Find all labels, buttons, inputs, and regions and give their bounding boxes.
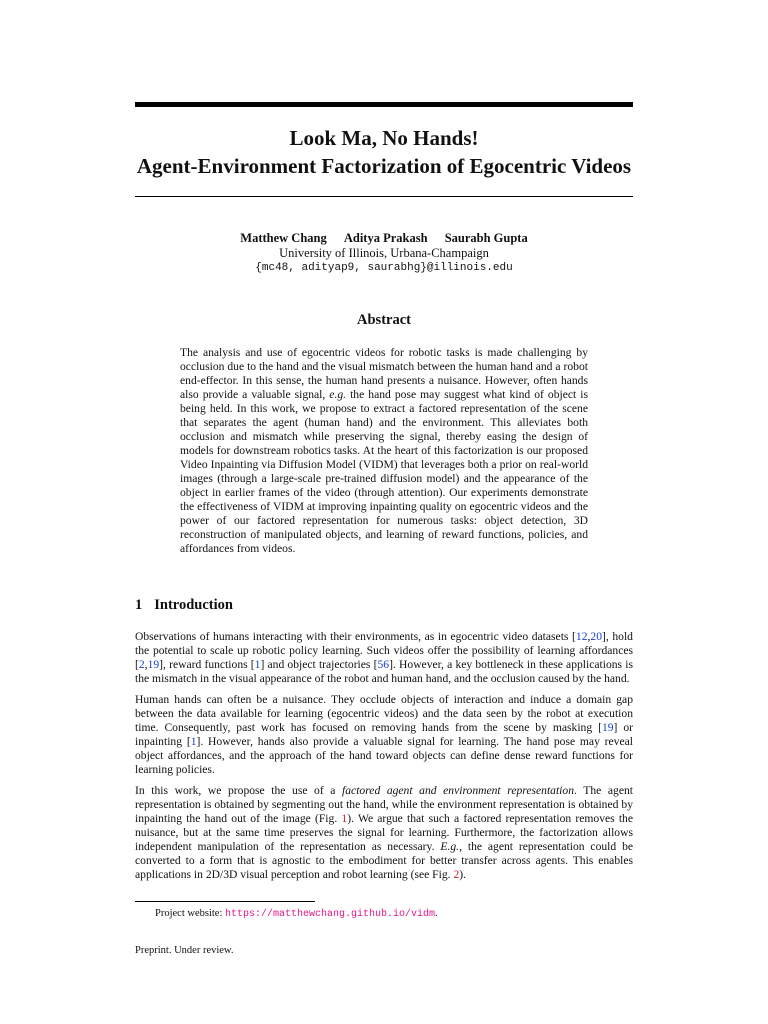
section-heading-introduction bbox=[135, 597, 233, 614]
emphasis-text: E.g. bbox=[440, 840, 460, 853]
footnote-end: . bbox=[435, 908, 438, 919]
abstract-text-part: The analysis and use of egocentric videos for robotic tasks is made challenging by occlusion due to the hand and the visual mismatch between the human hand and a robot end-effector. In this sense, the human hand presents a nuisance. However, often hands also provide a valuable signal, bbox=[180, 346, 588, 401]
paragraph-text: . The agent representation is obtained by segmenting out the hand, while the environment representation is obtained by inpainting the hand out of the image (Fig. bbox=[135, 784, 633, 825]
title-line-2: Agent-Environment Factorization of Egocentric Videos bbox=[136, 154, 632, 178]
paragraph-text: , bbox=[587, 630, 591, 643]
paragraph-text: In this work, we propose the use of a bbox=[135, 784, 343, 797]
citation-link[interactable]: 1 bbox=[254, 658, 261, 671]
abstract-heading: Abstract bbox=[357, 312, 411, 328]
paragraph-text: , the agent representation could be converted to a form that is agnostic to the embodiment for better transfer across agents. This enables applications in 2D/3D visual perception and robot learning (see Fig. bbox=[135, 840, 634, 881]
paper-title bbox=[135, 124, 633, 180]
paragraph-text: Human hands can often be a nuisance. They occlude objects of interaction and induce a domain gap between the data available for learning (egocentric videos) and the data seen by the robot at execution time. Consequently, past work has focused on removing hands from the scene by masking [ bbox=[135, 693, 633, 734]
figure-reference-link[interactable]: 2 bbox=[453, 868, 460, 881]
paragraph-text: ). We argue that such a factored representation removes the nuisance, but at the same time preserves the signal for learning. Furthermore, the factorization allows independent manipulation of the representation as necessary. bbox=[135, 812, 633, 853]
citation-link[interactable]: 1 bbox=[190, 735, 197, 748]
paragraph-text: Observations of humans interacting with their environments, as in egocentric video datasets [ bbox=[135, 630, 576, 643]
project-website-link[interactable]: https://matthewchang.github.io/vidm bbox=[224, 909, 436, 920]
section-number: 1 bbox=[135, 597, 143, 613]
author-name: Aditya Prakash bbox=[343, 231, 428, 245]
intro-paragraph-1 bbox=[135, 630, 633, 686]
paragraph-text: ]. However, hands also provide a valuable signal for learning. The hand pose may reveal object affordances, and the approach of the hand toward objects can define dense reward functions for learning policies. bbox=[135, 735, 633, 776]
citation-link[interactable]: 19 bbox=[601, 721, 614, 734]
author-emails: {mc48, adityap9, saurabhg}@illinois.edu bbox=[255, 262, 513, 274]
author-block bbox=[135, 231, 633, 276]
title-line-1: Look Ma, No Hands! bbox=[289, 126, 479, 150]
figure-reference-link[interactable]: 1 bbox=[341, 812, 348, 825]
author-name: Matthew Chang bbox=[240, 231, 327, 245]
abstract-text-part: the hand pose may suggest what kind of object is being held. In this work, we propose to extract a factored representation of the scene that separates the agent (human hand) and the environment. This alleviates both occlusion and mismatch while preserving the signal, thereby easing the design of models for downstream robotics tasks. At the heart of this factorization is our proposed Video Inpainting via Diffusion Model (VIDM) that leverages both a prior on real-world images (through a large-scale pre-trained diffusion model) and the appearance of the object in earlier frames of the video (through attention). Our experiments demonstrate the effectiveness of VIDM at improving inpainting quality on egocentric videos and the power of our factored representation for numerous tasks: object detection, 3D reconstruction of manipulated objects, and learning of reward functions, policies, and affordances from videos. bbox=[180, 388, 588, 555]
paragraph-text: ). bbox=[459, 868, 466, 881]
paragraph-text: ] or inpainting [ bbox=[135, 721, 633, 748]
citation-link[interactable]: 56 bbox=[377, 658, 390, 671]
emphasis-text: factored agent and environment representation bbox=[342, 784, 574, 797]
intro-paragraph-2 bbox=[135, 693, 633, 777]
introduction-body bbox=[135, 630, 633, 889]
abstract-text bbox=[180, 346, 588, 556]
citation-link[interactable]: 19 bbox=[147, 658, 160, 671]
paragraph-text: ], reward functions [ bbox=[159, 658, 255, 671]
paragraph-text: ], hold the potential to scale up robotic policy learning. Such videos offer the possibility of learning affordances [ bbox=[135, 630, 633, 671]
footnote-label: Project website: bbox=[155, 908, 225, 919]
citation-link[interactable]: 2 bbox=[138, 658, 145, 671]
intro-paragraph-3 bbox=[135, 784, 633, 882]
author-names bbox=[135, 231, 633, 246]
title-bottom-rule bbox=[135, 196, 633, 197]
title-top-rule bbox=[135, 102, 633, 107]
preprint-notice: Preprint. Under review. bbox=[135, 945, 234, 956]
author-name: Saurabh Gupta bbox=[444, 231, 528, 245]
paragraph-text: , bbox=[144, 658, 148, 671]
citation-link[interactable]: 12 bbox=[575, 630, 588, 643]
footnote bbox=[155, 907, 438, 921]
author-affiliation: University of Illinois, Urbana-Champaign bbox=[279, 246, 489, 260]
citation-link[interactable]: 20 bbox=[590, 630, 602, 643]
abstract-eg: e.g. bbox=[329, 388, 347, 401]
paragraph-text: ] and object trajectories [ bbox=[260, 658, 378, 671]
section-title: Introduction bbox=[154, 597, 233, 613]
paragraph-text: ]. However, a key bottleneck in these applications is the mismatch in the visual appearance of the robot and human hand, and the occlusion caused by the hand. bbox=[135, 658, 633, 685]
footnote-rule bbox=[135, 901, 315, 902]
